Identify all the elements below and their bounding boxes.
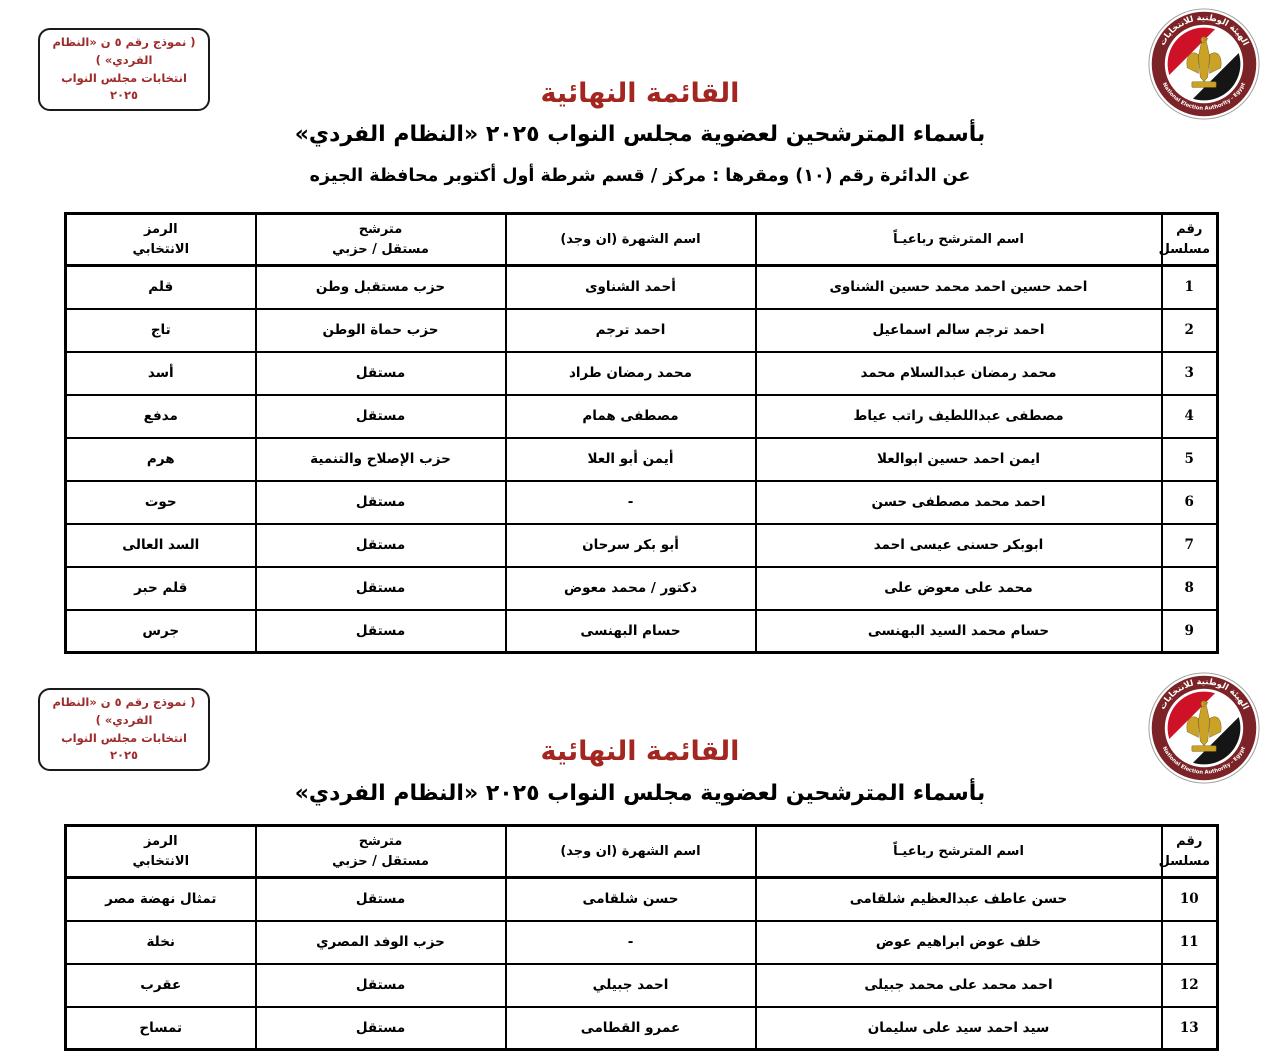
header-candidate-name: اسم المترشح رباعيـاً	[756, 214, 1162, 266]
candidate-symbol: تمثال نهضة مصر	[66, 878, 256, 921]
header-party	[256, 826, 506, 878]
table-header-row	[66, 214, 1218, 266]
table-row	[66, 921, 1218, 964]
serial-number: 3	[1162, 352, 1218, 395]
candidate-nickname: أيمن أبو العلا	[506, 438, 756, 481]
header-symbol-line2: الانتخابي	[132, 241, 190, 257]
candidate-name: مصطفى عبداللطيف راتب عياط	[756, 395, 1162, 438]
serial-number: 11	[1162, 921, 1218, 964]
candidate-party: مستقل	[256, 352, 506, 395]
serial-number: 12	[1162, 964, 1218, 1007]
final-list-title: القائمة النهائية	[540, 78, 740, 109]
candidate-symbol: عقرب	[66, 964, 256, 1007]
candidate-nickname: احمد جبيلي	[506, 964, 756, 1007]
stamp-line-2: انتخابات مجلس النواب ٢٠٢٥	[61, 70, 187, 103]
candidate-party: مستقل	[256, 610, 506, 653]
candidate-nickname: حسن شلقامى	[506, 878, 756, 921]
table-row	[66, 1007, 1218, 1050]
header-serial-line2: مسلسل	[1158, 241, 1210, 257]
candidate-nickname: مصطفى همام	[506, 395, 756, 438]
candidate-symbol: نخلة	[66, 921, 256, 964]
candidate-party: مستقل	[256, 481, 506, 524]
header-serial	[1158, 826, 1218, 878]
final-list-title: القائمة النهائية	[540, 736, 740, 767]
serial-number: 1	[1162, 266, 1218, 309]
serial-number: 7	[1162, 524, 1218, 567]
table-row	[66, 964, 1218, 1007]
header-party-line1: مترشح	[358, 222, 403, 237]
candidate-party: مستقل	[256, 395, 506, 438]
header-serial-line1: رقم	[1176, 834, 1203, 849]
candidate-symbol: حوت	[66, 481, 256, 524]
candidates-subtitle: بأسماء المترشحين لعضوية مجلس النواب ٢٠٢٥ «النظام الفردي»	[294, 781, 986, 806]
candidate-name: ايمن احمد حسين ابوالعلا	[756, 438, 1162, 481]
candidate-symbol: هرم	[66, 438, 256, 481]
header-symbol	[66, 214, 256, 266]
serial-number: 13	[1162, 1007, 1218, 1050]
candidate-party: حزب الوفد المصري	[256, 921, 506, 964]
serial-number: 6	[1162, 481, 1218, 524]
candidate-symbol: جرس	[66, 610, 256, 653]
table-row	[66, 266, 1218, 309]
serial-number: 10	[1162, 878, 1218, 921]
header-serial-line1: رقم	[1176, 222, 1203, 237]
candidate-party: مستقل	[256, 878, 506, 921]
candidate-symbol: مدفع	[66, 395, 256, 438]
candidate-nickname: عمرو القطامى	[506, 1007, 756, 1050]
national-election-authority-logo	[1148, 672, 1260, 784]
table-row	[66, 610, 1218, 653]
table-row	[66, 567, 1218, 610]
stamp-line-1: ( نموذج رقم ٥ ن «النظام الفردي» )	[52, 695, 196, 727]
candidate-name: خلف عوض ابراهيم عوض	[756, 921, 1162, 964]
candidate-name: احمد ترجم سالم اسماعيل	[756, 309, 1162, 352]
candidate-symbol: قلم حبر	[66, 567, 256, 610]
candidate-party: حزب الإصلاح والتنمية	[256, 438, 506, 481]
table-row	[66, 395, 1218, 438]
header-serial	[1158, 214, 1218, 266]
candidate-nickname: دكتور / محمد معوض	[506, 567, 756, 610]
header-party	[256, 214, 506, 266]
candidate-nickname: محمد رمضان طراد	[506, 352, 756, 395]
candidates-table-1	[64, 212, 1219, 654]
header-symbol-line2: الانتخابي	[132, 853, 190, 869]
header-party-line1: مترشح	[358, 834, 403, 849]
table-row	[66, 524, 1218, 567]
header-symbol-line1: الرمز	[143, 834, 178, 849]
candidate-nickname: أبو بكر سرحان	[506, 524, 756, 567]
header-nickname: اسم الشهرة (ان وجد)	[506, 214, 756, 266]
header-nickname: اسم الشهرة (ان وجد)	[506, 826, 756, 878]
serial-number: 8	[1162, 567, 1218, 610]
table-row	[66, 481, 1218, 524]
candidate-party: مستقل	[256, 567, 506, 610]
candidates-subtitle: بأسماء المترشحين لعضوية مجلس النواب ٢٠٢٥ «النظام الفردي»	[294, 122, 986, 147]
candidate-party: مستقل	[256, 964, 506, 1007]
candidate-nickname: -	[506, 921, 756, 964]
serial-number: 5	[1162, 438, 1218, 481]
header-party-line2: مستقل / حزبي	[332, 241, 429, 257]
table-row	[66, 352, 1218, 395]
candidate-name: محمد رمضان عبدالسلام محمد	[756, 352, 1162, 395]
candidate-name: احمد حسين احمد محمد حسين الشناوى	[756, 266, 1162, 309]
candidate-symbol: أسد	[66, 352, 256, 395]
candidate-nickname: -	[506, 481, 756, 524]
header-party-line2: مستقل / حزبي	[332, 853, 429, 869]
stamp-line-2: انتخابات مجلس النواب ٢٠٢٥	[61, 730, 187, 763]
candidate-name: ابوبكر حسنى عيسى احمد	[756, 524, 1162, 567]
candidate-symbol: قلم	[66, 266, 256, 309]
candidate-nickname: احمد ترجم	[506, 309, 756, 352]
candidate-party: مستقل	[256, 1007, 506, 1050]
candidate-party: حزب حماة الوطن	[256, 309, 506, 352]
candidate-symbol: تمساح	[66, 1007, 256, 1050]
candidate-party: حزب مستقبل وطن	[256, 266, 506, 309]
candidate-party: مستقل	[256, 524, 506, 567]
table-row	[66, 878, 1218, 921]
serial-number: 2	[1162, 309, 1218, 352]
stamp-line-1: ( نموذج رقم ٥ ن «النظام الفردي» )	[52, 35, 196, 67]
table-row	[66, 309, 1218, 352]
table-header-row	[66, 826, 1218, 878]
header-serial-line2: مسلسل	[1158, 853, 1210, 869]
header-symbol	[66, 826, 256, 878]
candidate-name: سيد احمد سيد على سليمان	[756, 1007, 1162, 1050]
candidate-nickname: أحمد الشناوى	[506, 266, 756, 309]
candidate-name: محمد على معوض على	[756, 567, 1162, 610]
candidate-name: احمد محمد مصطفى حسن	[756, 481, 1162, 524]
district-line: عن الدائرة رقم (١٠) ومقرها : مركز / قسم شرطة أول أكتوبر محافظة الجيزه	[309, 166, 971, 186]
candidate-nickname: حسام البهنسى	[506, 610, 756, 653]
candidate-symbol: تاج	[66, 309, 256, 352]
candidate-symbol: السد العالى	[66, 524, 256, 567]
candidates-table-2	[64, 824, 1219, 1051]
candidate-name: احمد محمد على محمد جبيلى	[756, 964, 1162, 1007]
candidate-name: حسن عاطف عبدالعظيم شلقامى	[756, 878, 1162, 921]
table-row	[66, 438, 1218, 481]
serial-number: 4	[1162, 395, 1218, 438]
header-candidate-name: اسم المترشح رباعيـاً	[756, 826, 1162, 878]
header-symbol-line1: الرمز	[143, 222, 178, 237]
candidate-name: حسام محمد السيد البهنسى	[756, 610, 1162, 653]
serial-number: 9	[1162, 610, 1218, 653]
